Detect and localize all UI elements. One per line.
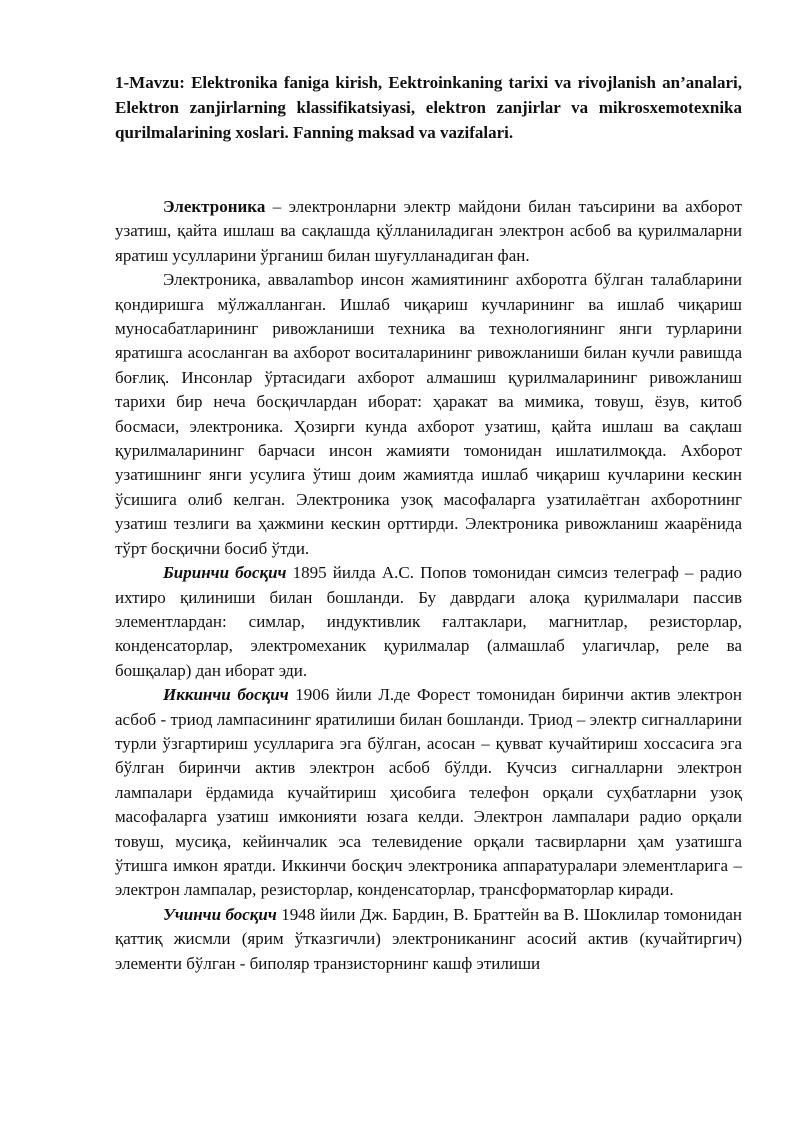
paragraph-definition bbox=[115, 195, 742, 268]
paragraph-text: 1895 йилда А.С. Попов томонидан симсиз телеграф – радио ихтиро қилиниши билан бошланди. Бу даврдаги алоқа қурилмалари пассив элементлардан: симлар, индуктивлик ғалтаклари, магнитлар, резисторлар, конденсаторлар, электромеханик қурилмалар (алмашлаб улагичлар, реле ва бошқалар) дан иборат эди. bbox=[115, 563, 742, 680]
paragraph-text: Электроника, аввалambор инсон жамиятининг ахборотга бўлган талабларини қондиришга мўлжалланган. Ишлаб чиқариш кучларининг ва ишлаб чиқариш муносабатларининг ривожланиши техника ва технологиянинг янги турларини яратишга асосланган ва ахборот воситаларининг ривожланиши билан кучли равишда боғлиқ. Инсонлар ўртасидаги ахборот алмашиш қурилмаларининг ривожланиш тарихи бир неча босқичлардан иборат: ҳаракат ва мимика, товуш, ёзув, китоб босмаси, электроника. Ҳозирги кунда ахборот узатиш, қайта ишлаш ва сақлаш қурилмаларининг барчаси инсон жамияти томонидан ишлатилмоқда. Ахборот узатишнинг янги усулига ўтиш доим жамиятда ишлаб чиқариш кучларини кескин ўсишига олиб келган. Электроника узоқ масофаларга узатилаётган ахборотнинг узатиш тезлиги ва ҳажмини кескин орттирди. Электроника ривожланиш жаарёнида тўрт босқични босиб ўтди. bbox=[115, 270, 742, 558]
document-body bbox=[115, 195, 742, 976]
paragraph-text: – электронларни электр майдони билан таъсирини ва ахборот узатиш, қайта ишлаш ва сақлашда қўлланиладиган электрон асбоб ва қурилмаларни яратиш усулларини ўрганиш билан шуғулланадиган фан. bbox=[115, 197, 742, 265]
term-stage-two: Иккинчи босқич bbox=[163, 685, 289, 705]
term-stage-one: Биринчи босқич bbox=[163, 563, 287, 583]
paragraph-stage-one bbox=[115, 561, 742, 683]
paragraph-text: 1948 йили Дж. Бардин, В. Браттейн ва В. Шоклилар томонидан қаттиқ жисмли (ярим ўтказгичли) электрониканинг асосий актив (кучайтиргич) элементи бўлган - биполяр транзисторнинг кашф этилиши bbox=[115, 904, 742, 973]
paragraph-overview bbox=[115, 268, 742, 561]
term-stage-three: Учинчи босқич bbox=[163, 904, 277, 924]
document-title: 1-Mavzu: Elektronika faniga kirish, Eektroinkaning tarixi va rivojlanish an’analari, Elektron zanjirlarning klassifikatsiyasi, elektron zanjirlar va mikrosxemotexnika qurilmalarining xoslari. Fanning maksad va vazifalari. bbox=[115, 73, 742, 142]
paragraph-stage-three bbox=[115, 903, 742, 976]
paragraph-text: 1906 йили Л.де Форест томонидан биринчи актив электрон асбоб - триод лампасининг яратилиши билан бошланди. Триод – электр сигналларини турли ўзгартириш усулларига эга бўлган, асосан – қувват кучайтириш хоссасига эга бўлган биринчи актив электрон асбоб бўлди. Кучсиз сигналларни электрон лампалари ёрдамида кучайтириш ҳисобига телефон орқали суҳбатларни узоқ масофаларга узатиш имконияти юзага келди. Электрон лампалари радио орқали товуш, мусиқа, кейинчалик эса телевидение орқали тасвирларни ҳам узатишга ўтишга имкон яратди. Иккинчи босқич электроника аппаратуралари элементларига – электрон лампалар, резисторлар, конденсаторлар, трансформаторлар киради. bbox=[115, 685, 743, 900]
paragraph-stage-two bbox=[115, 683, 742, 903]
term-electronics: Электроника bbox=[163, 197, 266, 216]
document-page bbox=[115, 70, 742, 976]
